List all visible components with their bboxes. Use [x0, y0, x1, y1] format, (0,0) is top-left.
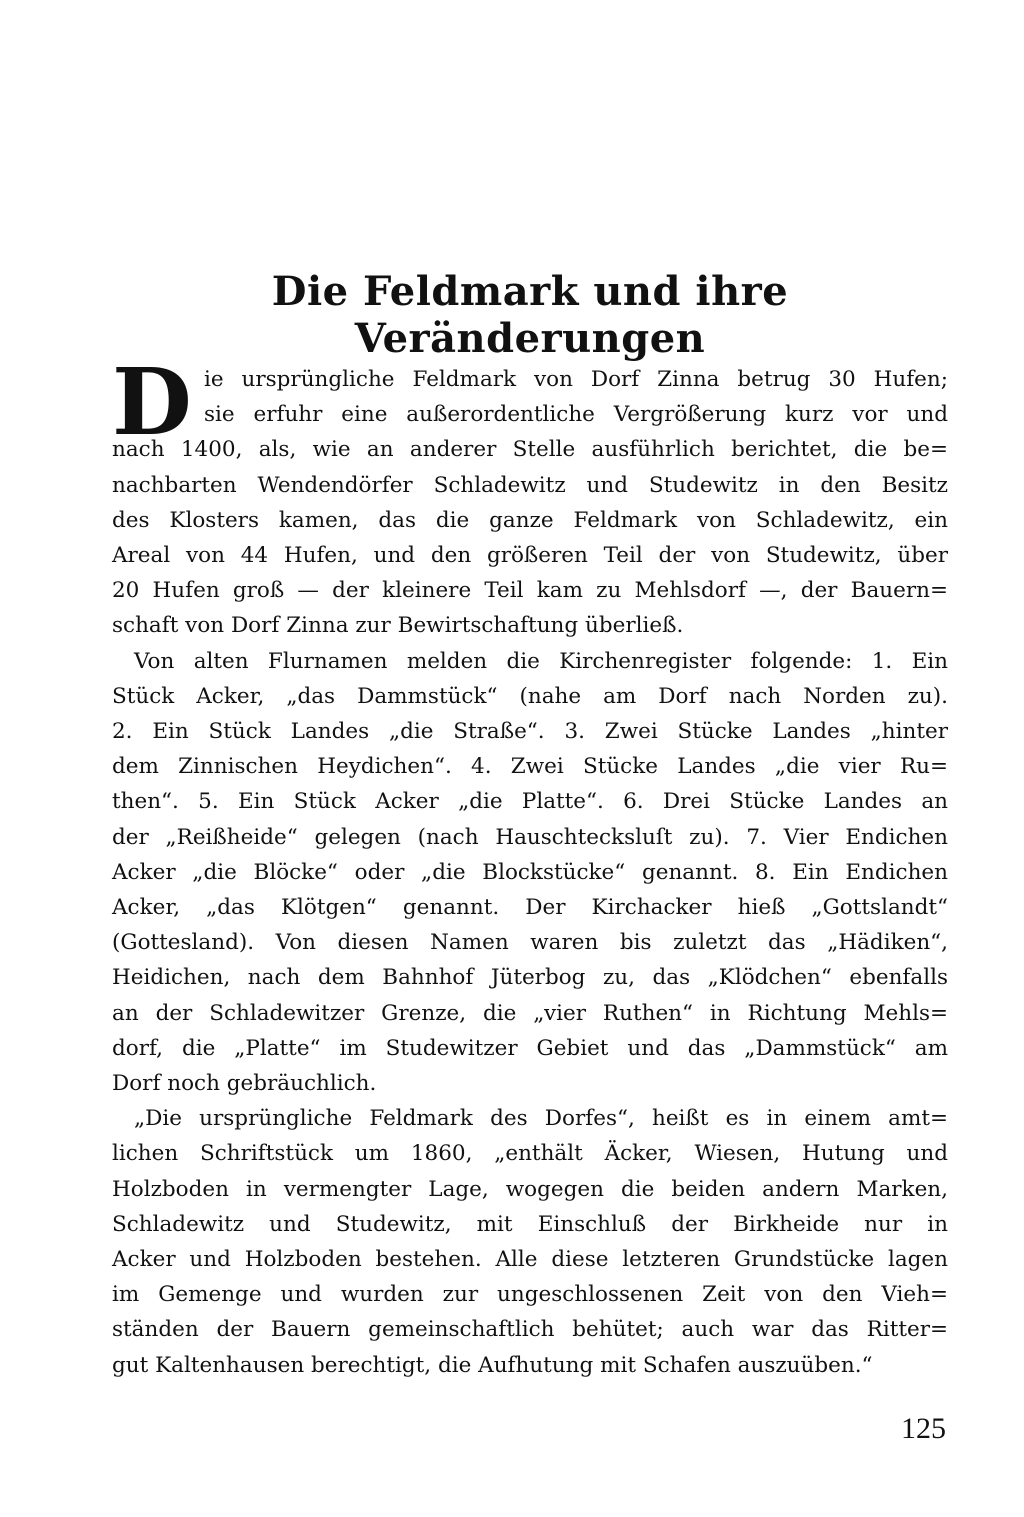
drop-cap: D [112, 348, 192, 456]
text-line: Acker und Holzboden bestehen. Alle diese letzteren Grundstücke lagen [112, 1247, 948, 1273]
text-line: dem Zinnischen Heydichen“. 4. Zwei Stücke Landes „die vier Ru= [112, 754, 948, 780]
text-line: Von alten Flurnamen melden die Kirchenregister folgende: 1. Ein [134, 648, 948, 674]
body-text [112, 348, 948, 1383]
text-line: nach 1400, als, wie an anderer Stelle ausführlich berichtet, die be= [112, 437, 948, 463]
text-line: Dorf noch gebräuchlich. [112, 1071, 377, 1097]
text-line: dorf, die „Platte“ im Studewitzer Gebiet und das „Dammstück“ am [112, 1035, 948, 1061]
text-line: des Klosters kamen, das die ganze Feldmark von Schladewitz, ein [112, 507, 948, 533]
text-line: Holzboden in vermengter Lage, wogegen die beiden andern Marken, [112, 1176, 948, 1202]
text-line: Acker „die Blöcke“ oder „die Blockstücke“ genannt. 8. Ein Endichen [112, 859, 948, 885]
text-line: lichen Schriftstück um 1860, „enthält Äcker, Wiesen, Hutung und [112, 1141, 948, 1167]
text-line: Areal von 44 Hufen, und den größeren Teil der von Studewitz, über [112, 543, 948, 569]
text-line: (Gottesland). Von diesen Namen waren bis zuletzt das „Hädiken“, [112, 930, 948, 956]
text-line: ständen der Bauern gemeinschaftlich behütet; auch war das Ritter= [112, 1317, 948, 1343]
paragraph-3 [112, 1101, 948, 1383]
text-line: Heidichen, nach dem Bahnhof Jüterbog zu, das „Klödchen“ ebenfalls [112, 965, 948, 991]
text-line: nachbarten Wendendörfer Schladewitz und Studewitz in den Besitz [112, 472, 948, 498]
text-line: ie ursprüngliche Feldmark von Dorf Zinna betrug 30 Hufen; [204, 367, 948, 392]
text-line: im Gemenge und wurden zur ungeschlossenen Zeit von den Vieh= [112, 1282, 948, 1308]
paragraph-2 [112, 644, 948, 1102]
text-line: 20 Hufen groß — der kleinere Teil kam zu Mehlsdorf —, der Bauern= [112, 578, 948, 604]
text-line: gut Kaltenhausen berechtigt, die Aufhutung mit Schafen auszuüben.“ [112, 1352, 873, 1378]
text-line: schaft von Dorf Zinna zur Bewirtschaftung überließ. [112, 613, 684, 639]
text-line: an der Schladewitzer Grenze, die „vier Ruthen“ in Richtung Mehls= [112, 1000, 948, 1026]
paragraph-1 [112, 362, 948, 644]
text-line: sie erfuhr eine außerordentliche Vergrößerung kurz vor und [204, 402, 948, 428]
text-line: der „Reißheide“ gelegen (nach Hauschtecksluſt zu). 7. Vier Endichen [112, 824, 948, 850]
text-line: then“. 5. Ein Stück Acker „die Platte“. 6. Drei Stücke Landes an [112, 789, 948, 815]
text-line: Stück Acker, „das Dammstück“ (nahe am Dorf nach Norden zu). [112, 683, 948, 709]
chapter-title: Die Feldmark und ihre Veränderungen [271, 268, 789, 362]
text-line: 2. Ein Stück Landes „die Straße“. 3. Zwei Stücke Landes „hinter [112, 719, 948, 745]
text-line: „Die ursprüngliche Feldmark des Dorfes“, heißt es in einem amt= [134, 1106, 948, 1132]
text-line: Acker, „das Klötgen“ genannt. Der Kirchacker hieß „Gottslandt“ [112, 895, 948, 921]
text-line: Schladewitz und Studewitz, mit Einschluß der Birkheide nur in [112, 1211, 948, 1237]
page-number: 125 [901, 1412, 946, 1445]
